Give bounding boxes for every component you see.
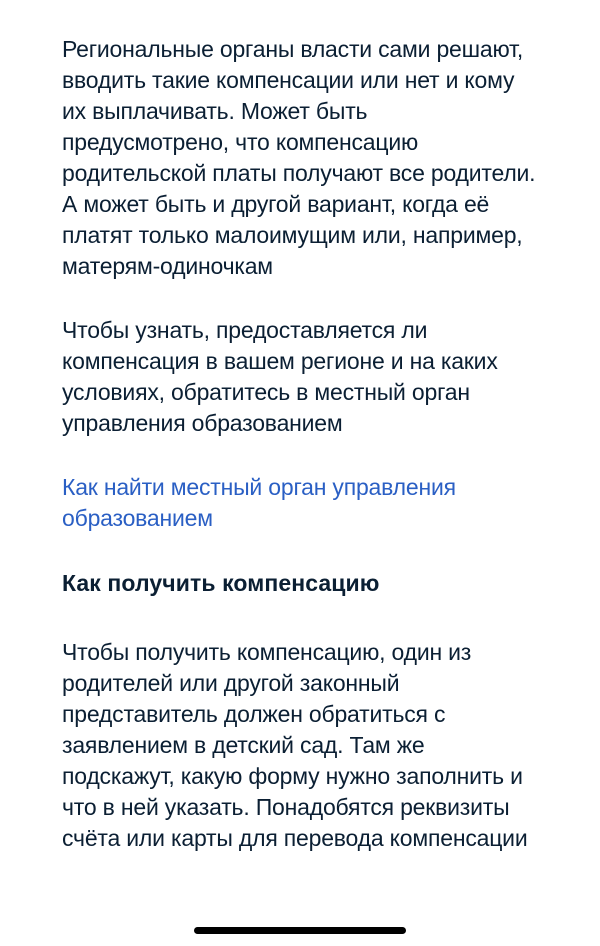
paragraph-how-to-find-out: Чтобы узнать, предоставляется ли компенсация в вашем регионе и на каких условиях, обратитесь в местный орган управления образованием <box>62 317 498 436</box>
paragraph-regional-authorities: Региональные органы власти сами решают, вводить такие компенсации или нет и кому их выплачивать. Может быть предусмотрено, что компенсацию родительской платы получают все родители. А может быть и другой вариант, когда её платят только малоимущим или, например, матерям-одиночкам <box>62 36 536 279</box>
paragraph-how-to-get: Чтобы получить компенсацию, один из родителей или другой законный представитель должен обратиться с заявлением в детский сад. Там же подскажут, какую форму нужно заполнить и что в ней указать. Понадобятся реквизиты счёта или карты для перевода компенсации <box>62 639 528 851</box>
article-content <box>62 34 538 854</box>
home-indicator[interactable] <box>194 927 406 934</box>
section-heading-how-to-get: Как получить компенсацию <box>62 570 380 596</box>
find-local-authority-link[interactable]: Как найти местный орган управления образованием <box>62 474 456 531</box>
